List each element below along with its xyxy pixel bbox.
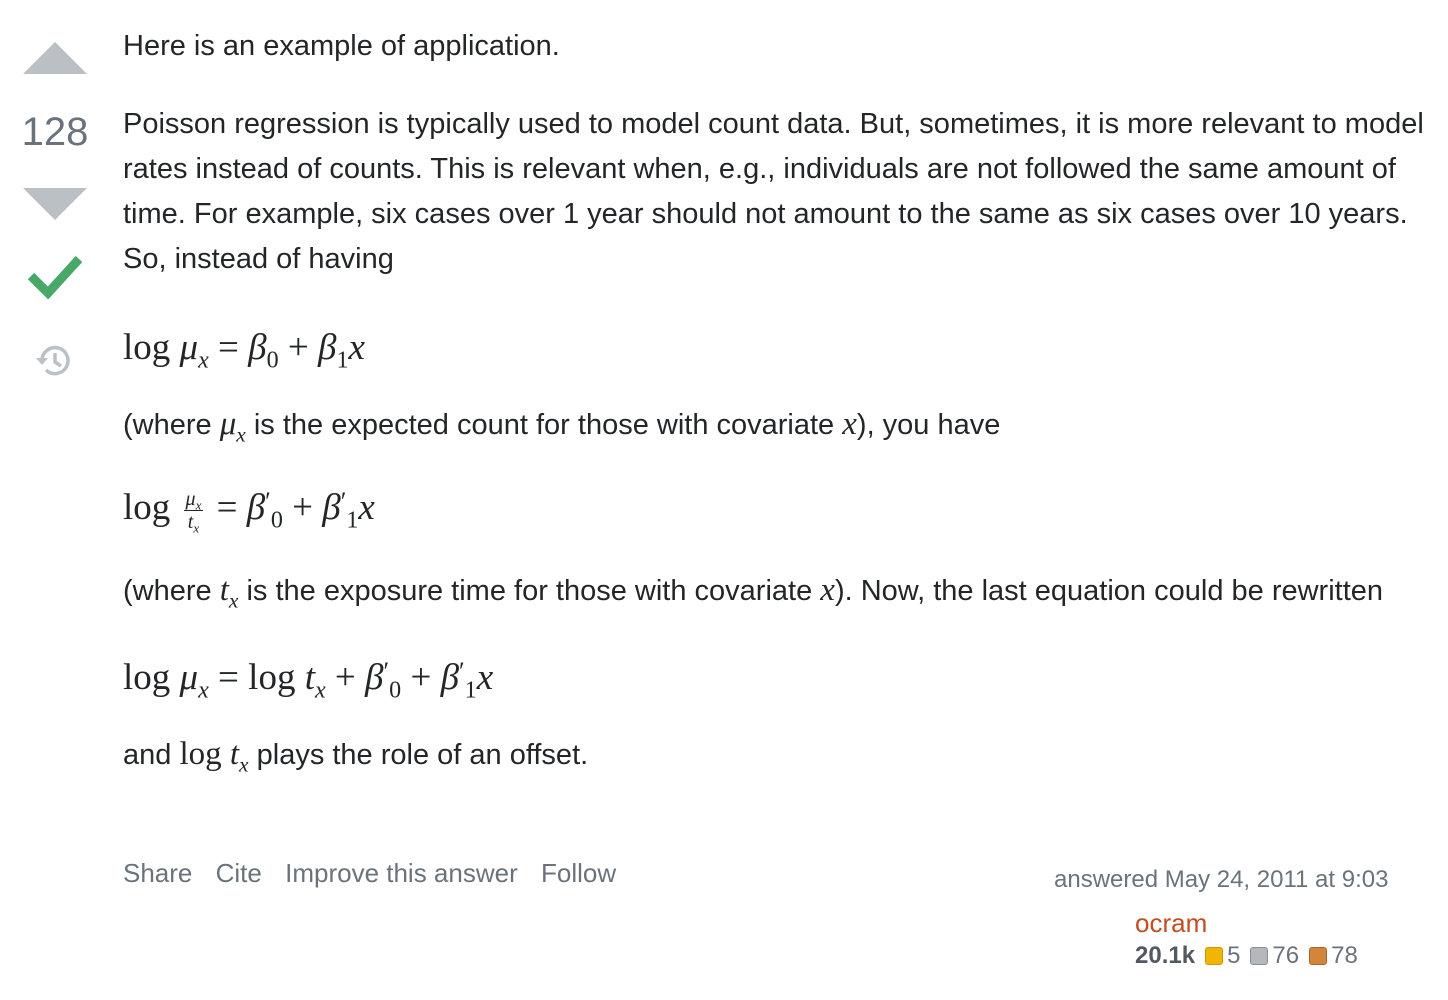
reputation-row — [1135, 942, 1358, 970]
paragraph-where-mu: (where $\mu_x$ is the expected count for those with covariate x), you have — [123, 406, 1001, 447]
answered-timestamp: answered May 24, 2011 at 9:03 — [1054, 866, 1389, 893]
share-link[interactable]: Share — [123, 858, 193, 888]
vote-count: 128 — [21, 110, 89, 154]
paragraph-offset: and $\log t_x$ plays the role of an offset. — [123, 736, 589, 777]
gold-badge-count: 5 — [1227, 942, 1241, 969]
paragraph-poisson: Poisson regression is typically used to model count data. But, sometimes, it is more relevant to model rates instead of counts. This is relevant when, e.g., individuals are not followed the same amount of time. For example, six cases over 1 year should not amount to the same as six cases over 10 years. So, instead of having — [123, 108, 1424, 275]
silver-badge-icon — [1250, 947, 1268, 965]
downvote-arrow-icon[interactable] — [23, 188, 87, 220]
equation-3: $\log \mu_x = \log t_x + \beta'_0 + \beta'_1x$ — [123, 656, 494, 704]
accepted-check-icon — [28, 250, 82, 300]
user-name-link[interactable]: ocram — [1135, 908, 1208, 938]
paragraph-intro: Here is an example of application. — [123, 30, 560, 62]
user-signature — [1054, 866, 1414, 969]
history-icon[interactable] — [33, 340, 75, 382]
paragraph-where-t: (where $t_x$ is the exposure time for those with covariate x). Now, the last equation could be rewritten — [123, 572, 1384, 613]
reputation-score: 20.1k — [1135, 942, 1196, 969]
cite-link[interactable]: Cite — [215, 858, 262, 888]
follow-link[interactable]: Follow — [541, 858, 617, 888]
bronze-badge-icon — [1309, 947, 1327, 965]
equation-1: $\log \mu_x = \beta_0 + \beta_1x$ — [123, 327, 365, 374]
equation-2: log $\frac{\mu_x}{t_x}$ = $\beta'_0 + \beta'_1x$ — [123, 486, 375, 536]
silver-badge-count: 76 — [1272, 942, 1300, 969]
post-menu — [123, 858, 632, 889]
bronze-badge-count: 78 — [1331, 942, 1358, 969]
gold-badge-icon — [1205, 947, 1223, 965]
improve-answer-link[interactable]: Improve this answer — [285, 858, 518, 888]
answer-body — [123, 24, 1435, 778]
upvote-arrow-icon[interactable] — [23, 42, 87, 74]
